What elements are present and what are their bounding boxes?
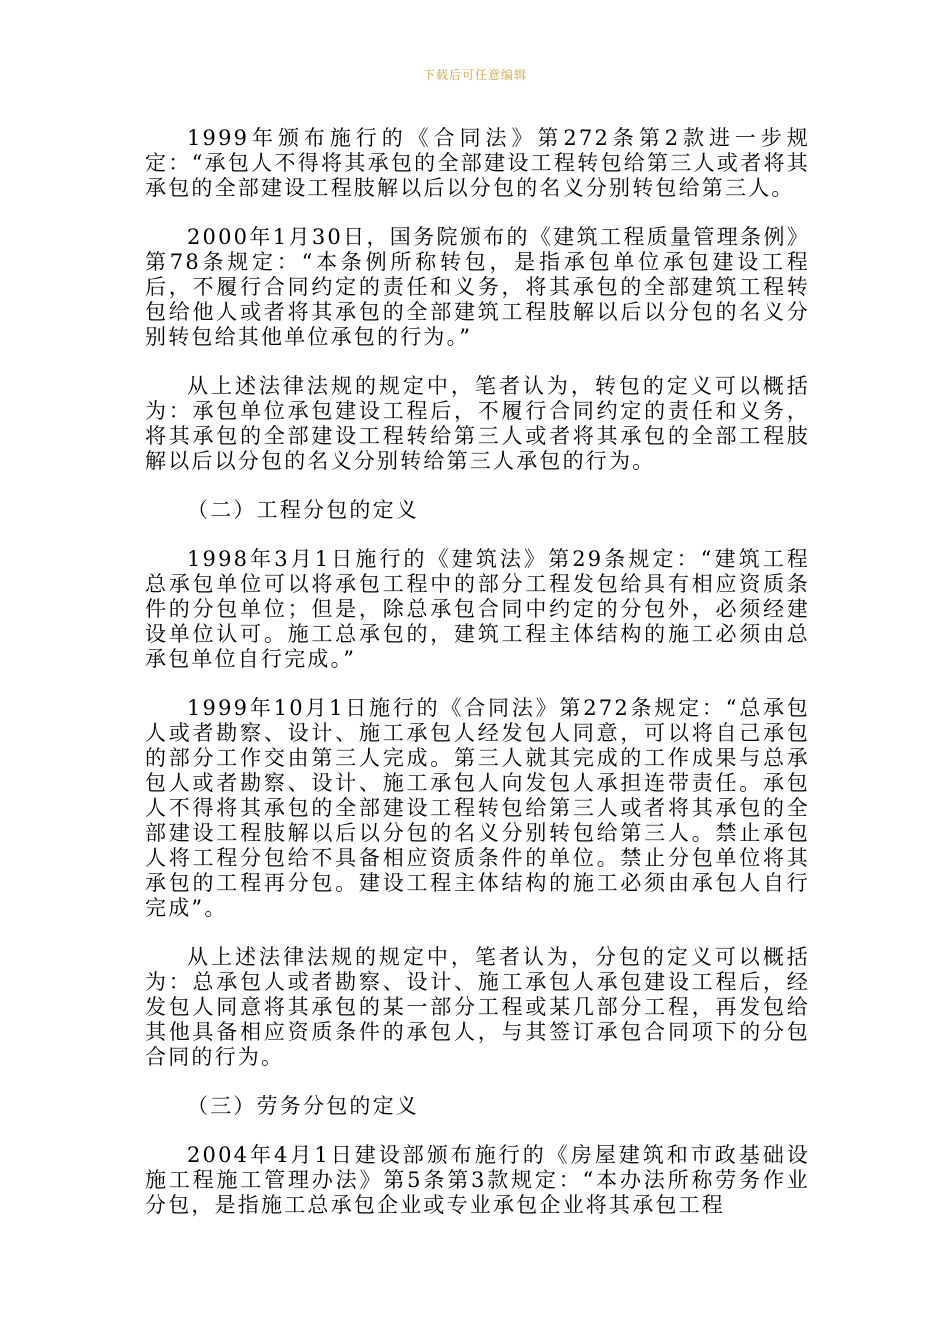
paragraph-1: 1999年颁布施行的《合同法》第272条第2款进一步规定：“承包人不得将其承包的全部建设工程转包给第三人或者将其承包的全部建设工程肢解以后以分包的名义分别转包给第三人。	[145, 126, 810, 200]
paragraph-3: 从上述法律法规的规定中，笔者认为，转包的定义可以概括为：承包单位承包建设工程后，不履行合同约定的责任和义务，将其承包的全部建设工程转给第三人或者将其承包的全部工程肢解以后以分包的名义分别转给第三人承包的行为。	[145, 374, 810, 473]
document-body	[145, 126, 810, 1242]
paragraph-5: 1999年10月1日施行的《合同法》第272条规定：“总承包人或者勘察、设计、施工承包人经发包人同意，可以将自己承包的部分工作交由第三人完成。第三人就其完成的工作成果与总承包人或者勘察、设计、施工承包人向发包人承担连带责任。承包人不得将其承包的全部建设工程转包给第三人或者将其承包的全部建设工程肢解以后以分包的名义分别转包给第三人。禁止承包人将工程分包给不具备相应资质条件的单位。禁止分包单位将其承包的工程再分包。建设工程主体结构的施工必须由承包人自行完成”。	[145, 696, 810, 920]
paragraph-6: 从上述法律法规的规定中，笔者认为，分包的定义可以概括为：总承包人或者勘察、设计、施工承包人承包建设工程后，经发包人同意将其承包的某一部分工程或某几部分工程，再发包给其他具备相应资质条件的承包人，与其签订承包合同项下的分包合同的行为。	[145, 945, 810, 1069]
paragraph-7: 2004年4月1日建设部颁布施行的《房屋建筑和市政基础设施工程施工管理办法》第5条第3款规定：“本办法所称劳务作业分包，是指施工总承包企业或专业承包企业将其承包工程	[145, 1143, 810, 1217]
paragraph-4: 1998年3月1日施行的《建筑法》第29条规定：“建筑工程总承包单位可以将承包工程中的部分工程发包给具有相应资质条件的分包单位；但是，除总承包合同中约定的分包外，必须经建设单位认可。施工总承包的，建筑工程主体结构的施工必须由总承包单位自行完成。”	[145, 547, 810, 671]
section-heading-2: （二）工程分包的定义	[187, 498, 419, 522]
paragraph-2: 2000年1月30日，国务院颁布的《建筑工程质量管理条例》第78条规定：“本条例所称转包，是指承包单位承包建设工程后，不履行合同约定的责任和义务，将其承包的全部建筑工程转包给他人或者将其承包的全部建筑工程肢解以后以分包的名义分别转包给其他单位承包的行为。”	[145, 225, 810, 349]
header-note: 下载后可任意编辑	[422, 68, 527, 82]
section-heading-3: （三）劳务分包的定义	[187, 1094, 419, 1118]
